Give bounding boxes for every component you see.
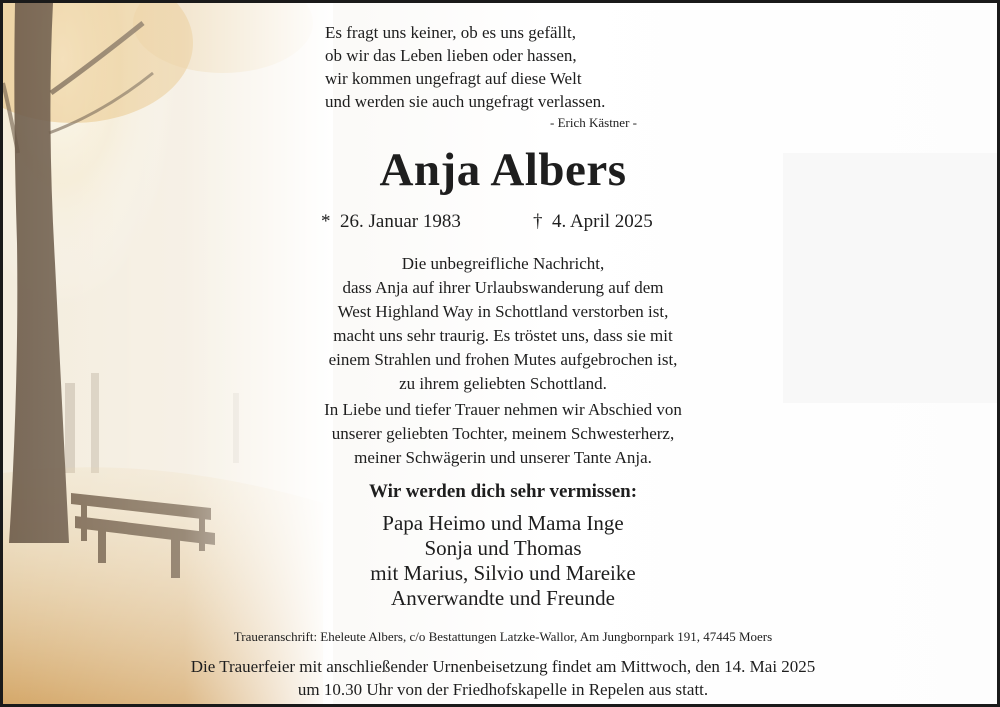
poem-line: wir kommen ungefragt auf diese Welt (325, 69, 582, 88)
family-member-line: mit Marius, Silvio und Mareike (370, 561, 636, 585)
family-member-line: Sonja und Thomas (424, 536, 582, 560)
message-line: Die unbegreifliche Nachricht, (401, 254, 605, 273)
miss-heading: Wir werden dich sehr vermissen: (368, 481, 638, 502)
family-list (253, 511, 753, 611)
poem-author: - Erich Kästner - (550, 115, 637, 130)
message-line: zu ihrem geliebten Schottland. (399, 374, 607, 393)
farewell-line: meiner Schwägerin und unserer Tante Anja. (354, 448, 652, 467)
message-line: dass Anja auf ihrer Urlaubswanderung auf dem (342, 278, 664, 297)
farewell-line: In Liebe und tiefer Trauer nehmen wir Abschied von (324, 400, 682, 419)
message-paragraph (253, 252, 753, 396)
family-member-line: Papa Heimo und Mama Inge (382, 511, 624, 535)
service-line: um 10.30 Uhr von der Friedhofskapelle in Repelen aus statt. (297, 680, 709, 699)
funeral-service-info (3, 655, 1000, 701)
birth-symbol: * (321, 211, 331, 232)
birth-date: 26. Januar 1983 (340, 211, 461, 232)
poem-quote (325, 21, 645, 131)
life-dates (321, 211, 653, 233)
farewell-paragraph (253, 398, 753, 470)
cross-icon: † (533, 211, 543, 232)
service-line: Die Trauerfeier mit anschließender Urnenbeisetzung findet am Mittwoch, den 14. Mai 2025 (190, 657, 816, 676)
message-line: West Highland Way in Schottland verstorben ist, (337, 302, 669, 321)
death-date: 4. April 2025 (552, 211, 653, 232)
death-date-group (533, 211, 653, 233)
family-member-line: Anverwandte und Freunde (391, 586, 615, 610)
message-line: einem Strahlen und frohen Mutes aufgebrochen ist, (328, 350, 678, 369)
poem-line: und werden sie auch ungefragt verlassen. (325, 92, 606, 111)
mourning-address: Traueranschrift: Eheleute Albers, c/o Bestattungen Latzke-Wallor, Am Jungbornpark 191, 47445 Moers (233, 629, 773, 644)
deceased-name: Anja Albers (379, 144, 627, 196)
poem-line: ob wir das Leben lieben oder hassen, (325, 46, 577, 65)
message-line: macht uns sehr traurig. Es tröstet uns, dass sie mit (333, 326, 673, 345)
poem-line: Es fragt uns keiner, ob es uns gefällt, (325, 23, 576, 42)
farewell-line: unserer geliebten Tochter, meinem Schwesterherz, (331, 424, 675, 443)
